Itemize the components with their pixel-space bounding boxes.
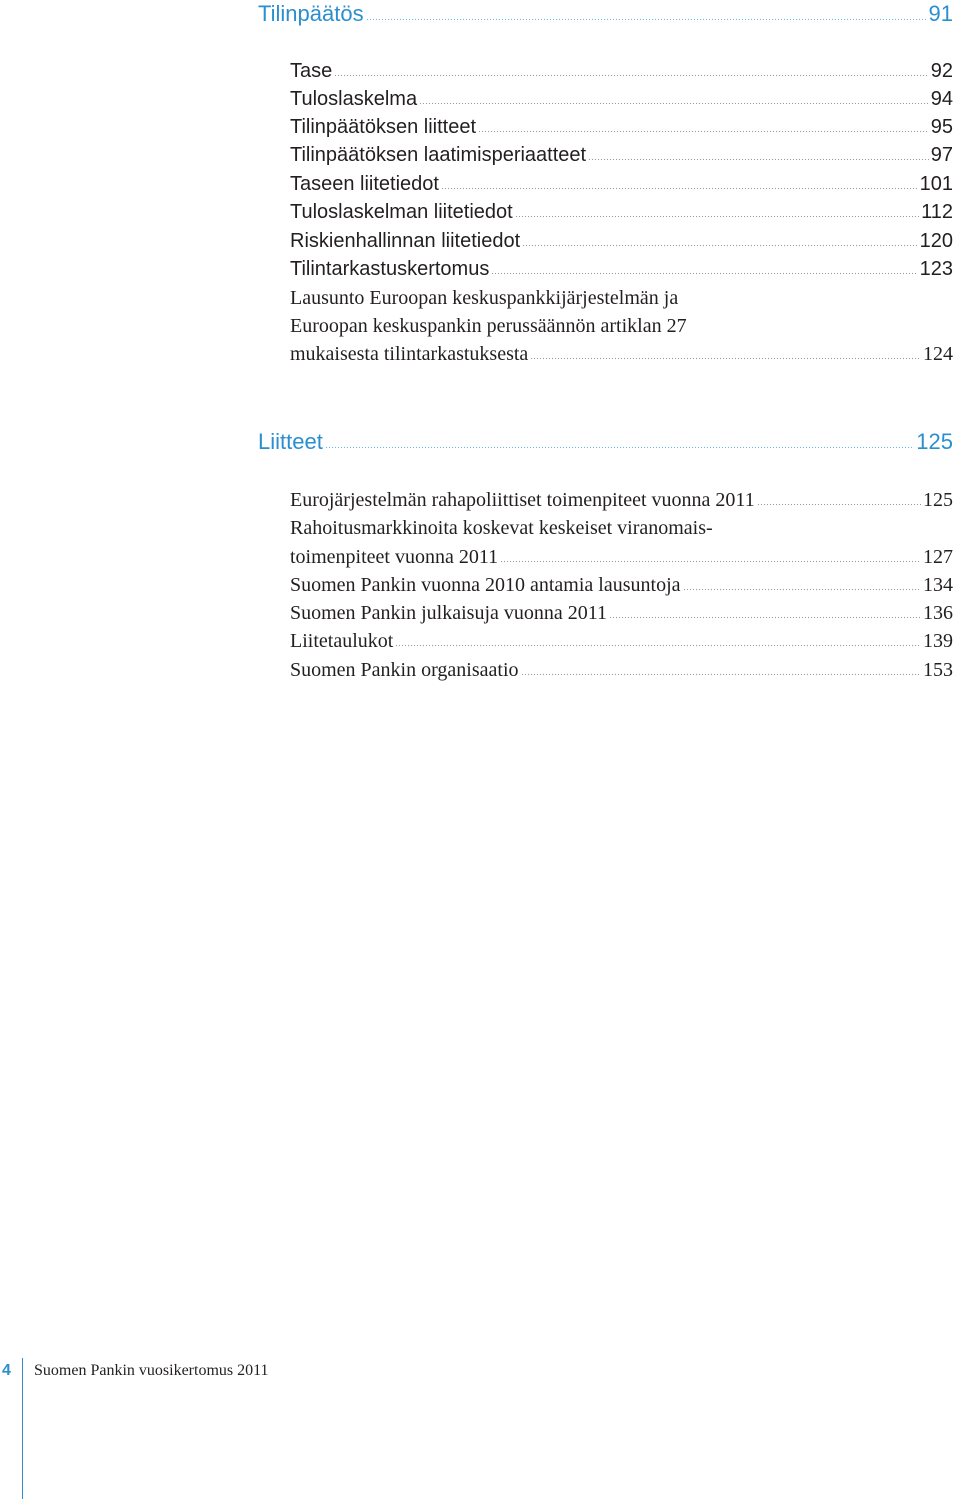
leader-dots (478, 130, 929, 133)
leader-dots (588, 158, 929, 161)
toc-entry[interactable] (290, 170, 953, 198)
toc-entry-title: Tilinpäätöksen liitteet (290, 116, 477, 138)
toc-entry-title: Tilinpäätöksen laatimisperiaatteet (290, 144, 587, 166)
leader-dots (757, 503, 921, 506)
footer-page-number: 4 (2, 1362, 11, 1379)
toc-entry-title: Euroopan keskuspankin perussäännön artiklan 27 (290, 315, 687, 337)
toc-page-number: 125 (916, 429, 953, 454)
toc-entry-title: Rahoitusmarkkinoita koskevat keskeiset viranomais- (290, 517, 713, 539)
toc-entry[interactable] (290, 198, 953, 226)
leader-dots (522, 244, 917, 247)
toc-page-number: 91 (928, 1, 953, 26)
toc-page-number: 134 (923, 574, 953, 596)
toc-entry-title: Taseen liitetiedot (290, 173, 439, 195)
leader-dots (521, 673, 922, 676)
toc-entry-title: Suomen Pankin julkaisuja vuonna 2011 (290, 602, 608, 624)
toc-entry-lausunto-line-1[interactable] (290, 284, 953, 312)
toc-entry[interactable] (290, 255, 953, 283)
toc-section-liitteet[interactable] (258, 428, 953, 456)
toc-entry[interactable] (290, 599, 953, 627)
toc-entry-title: Liitetaulukot (290, 630, 394, 652)
toc-entry-title: Tase (290, 60, 333, 82)
leader-dots (366, 18, 927, 21)
toc-entry-lausunto-line-2[interactable] (290, 312, 953, 340)
toc-entry-title: Suomen Pankin organisaatio (290, 659, 519, 681)
leader-dots (334, 74, 929, 77)
toc-entry-title: Eurojärjestelmän rahapoliittiset toimenpiteet vuonna 2011 (290, 489, 755, 511)
toc-page-number: 139 (923, 630, 953, 652)
toc-section-title: Liitteet (258, 429, 323, 454)
leader-dots (419, 102, 929, 105)
toc-page-number: 125 (923, 489, 953, 511)
toc-page-number: 101 (919, 173, 953, 195)
toc-entry-title: Tuloslaskelman liitetiedot (290, 201, 513, 223)
toc-entry[interactable] (290, 627, 953, 655)
toc-section-title: Tilinpäätös (258, 1, 364, 26)
leader-dots (609, 616, 921, 619)
leader-dots (491, 272, 917, 275)
toc-page-number: 120 (919, 230, 953, 252)
toc-page-number: 136 (923, 602, 953, 624)
toc-page-number: 92 (930, 60, 953, 82)
toc-page-number: 124 (923, 343, 953, 365)
toc-entry[interactable] (290, 113, 953, 141)
toc-entry-title: mukaisesta tilintarkastuksesta (290, 343, 529, 365)
toc-page-number: 153 (923, 659, 953, 681)
leader-dots (500, 560, 921, 563)
toc-section-tilinpaatos[interactable] (258, 0, 953, 28)
leader-dots (325, 446, 914, 449)
leader-dots (441, 187, 918, 190)
toc-entry[interactable] (290, 227, 953, 255)
leader-dots (683, 588, 922, 591)
toc-page-number: 97 (930, 144, 953, 166)
toc-entry-title: Riskienhallinnan liitetiedot (290, 230, 521, 252)
toc-entry-lausunto-line-3[interactable] (290, 340, 953, 368)
toc-entry[interactable] (290, 656, 953, 684)
toc-entry-title: Tilintarkastuskertomus (290, 258, 490, 280)
toc-page-number: 112 (921, 201, 953, 223)
toc-entry-viranomais-line-1[interactable] (290, 514, 953, 542)
leader-dots (515, 215, 919, 218)
footer-publication-title: Suomen Pankin vuosikertomus 2011 (34, 1362, 269, 1379)
footer-divider (22, 1358, 23, 1499)
toc-entry[interactable] (290, 571, 953, 599)
toc-page-number: 94 (930, 88, 953, 110)
toc-entry[interactable] (290, 141, 953, 169)
toc-entry-title: Suomen Pankin vuonna 2010 antamia lausuntoja (290, 574, 681, 596)
toc-entry[interactable] (290, 85, 953, 113)
toc-page-number: 95 (930, 116, 953, 138)
toc-entry[interactable] (290, 486, 953, 514)
toc-entry[interactable] (290, 57, 953, 85)
toc-page-number: 127 (923, 546, 953, 568)
toc-entry-title: toimenpiteet vuonna 2011 (290, 546, 499, 568)
toc-entry-title: Tuloslaskelma (290, 88, 418, 110)
toc-page-number: 123 (919, 258, 953, 280)
toc-entry-viranomais-line-2[interactable] (290, 543, 953, 571)
leader-dots (395, 644, 921, 647)
toc-entry-title: Lausunto Euroopan keskuspankkijärjestelmän ja (290, 287, 679, 309)
leader-dots (530, 357, 921, 360)
